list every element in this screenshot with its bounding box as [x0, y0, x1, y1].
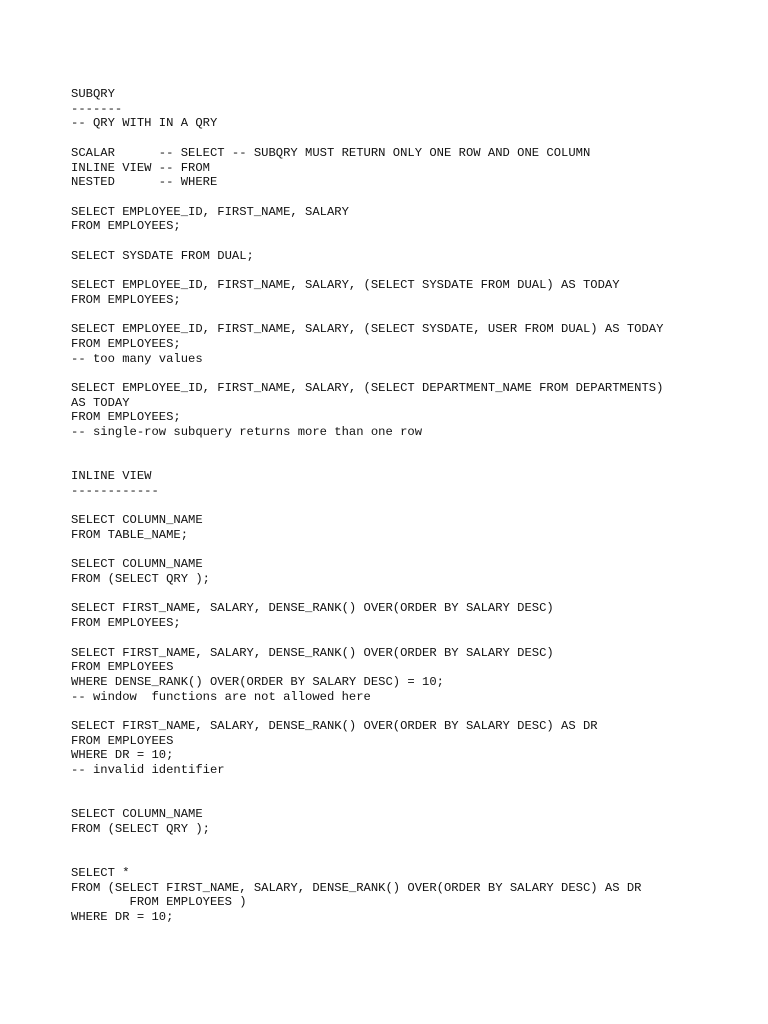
text-line: FROM EMPLOYEES;: [71, 336, 181, 351]
text-line: FROM EMPLOYEES;: [71, 616, 181, 631]
text-line: SELECT FIRST_NAME, SALARY, DENSE_RANK() OVER(ORDER BY SALARY DESC): [71, 601, 554, 616]
sql-notes-text: [71, 87, 751, 925]
text-line: SELECT COLUMN_NAME: [71, 807, 203, 822]
text-line: FROM TABLE_NAME;: [71, 527, 189, 542]
text-line: FROM EMPLOYEES: [71, 660, 174, 675]
text-line: SELECT SYSDATE FROM DUAL;: [71, 248, 254, 263]
text-line: SELECT FIRST_NAME, SALARY, DENSE_RANK() OVER(ORDER BY SALARY DESC) AS DR: [71, 719, 598, 734]
text-line: SELECT COLUMN_NAME: [71, 557, 203, 572]
text-line: AS TODAY: [71, 395, 130, 410]
text-line: NESTED -- WHERE: [71, 175, 218, 190]
text-line: -- single-row subquery returns more than one row: [71, 425, 423, 440]
text-line: WHERE DR = 10;: [71, 910, 174, 925]
text-line: -------: [71, 101, 123, 116]
text-line: WHERE DENSE_RANK() OVER(ORDER BY SALARY DESC) = 10;: [71, 674, 444, 689]
text-line: SELECT COLUMN_NAME: [71, 513, 203, 528]
text-line: SCALAR -- SELECT -- SUBQRY MUST RETURN ONLY ONE ROW AND ONE COLUMN: [71, 145, 591, 160]
text-line: SELECT FIRST_NAME, SALARY, DENSE_RANK() OVER(ORDER BY SALARY DESC): [71, 645, 554, 660]
text-line: [71, 851, 751, 866]
text-line: SELECT EMPLOYEE_ID, FIRST_NAME, SALARY: [71, 204, 349, 219]
text-line: FROM EMPLOYEES;: [71, 292, 181, 307]
text-line: [71, 499, 751, 514]
text-line: -- too many values: [71, 351, 203, 366]
text-line: [71, 131, 751, 146]
text-line: [71, 631, 751, 646]
text-line: [71, 587, 751, 602]
text-line: ------------: [71, 483, 159, 498]
text-line: FROM EMPLOYEES: [71, 733, 174, 748]
text-line: FROM EMPLOYEES;: [71, 219, 181, 234]
text-line: [71, 234, 751, 249]
text-line: [71, 543, 751, 558]
text-line: SELECT EMPLOYEE_ID, FIRST_NAME, SALARY, (SELECT SYSDATE, USER FROM DUAL) AS TODAY: [71, 322, 664, 337]
text-line: -- invalid identifier: [71, 763, 225, 778]
text-line: [71, 837, 751, 852]
text-line: FROM (SELECT QRY );: [71, 572, 210, 587]
text-line: INLINE VIEW: [71, 469, 152, 484]
text-line: [71, 704, 751, 719]
text-line: INLINE VIEW -- FROM: [71, 160, 210, 175]
text-line: FROM (SELECT QRY );: [71, 821, 210, 836]
text-line: [71, 793, 751, 808]
text-line: -- window functions are not allowed here: [71, 689, 371, 704]
text-line: SELECT EMPLOYEE_ID, FIRST_NAME, SALARY, (SELECT DEPARTMENT_NAME FROM DEPARTMENTS): [71, 380, 664, 395]
text-line: [71, 366, 751, 381]
text-line: [71, 307, 751, 322]
text-line: [71, 454, 751, 469]
text-line: SUBQRY: [71, 87, 115, 101]
text-line: -- QRY WITH IN A QRY: [71, 116, 218, 131]
text-line: [71, 778, 751, 793]
text-line: [71, 440, 751, 455]
text-line: [71, 190, 751, 205]
text-line: FROM (SELECT FIRST_NAME, SALARY, DENSE_RANK() OVER(ORDER BY SALARY DESC) AS DR: [71, 880, 642, 895]
text-line: FROM EMPLOYEES;: [71, 410, 181, 425]
text-line: SELECT EMPLOYEE_ID, FIRST_NAME, SALARY, (SELECT SYSDATE FROM DUAL) AS TODAY: [71, 278, 620, 293]
text-line: SELECT *: [71, 866, 130, 880]
text-line: [71, 263, 751, 278]
text-line: FROM EMPLOYEES ): [71, 895, 247, 910]
text-line: WHERE DR = 10;: [71, 748, 174, 763]
